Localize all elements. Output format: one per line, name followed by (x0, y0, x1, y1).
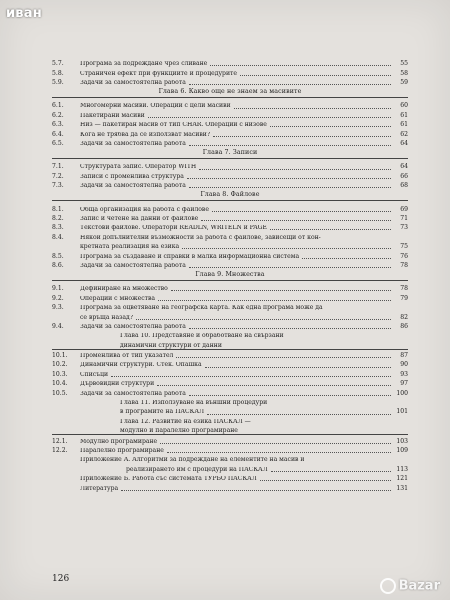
page-ref: 97 (400, 380, 408, 388)
toc-entry (52, 482, 408, 491)
toc-entry (52, 435, 408, 444)
dot-leader (136, 318, 391, 320)
watermark-label: иван (6, 6, 42, 21)
page-ref: 69 (400, 205, 408, 213)
entry-title: динамични структури от данни (120, 342, 222, 349)
page-ref: 78 (400, 285, 408, 293)
page-ref: 71 (400, 214, 408, 222)
chapter-heading (52, 397, 408, 406)
page-ref: 61 (400, 121, 408, 129)
page-ref: 76 (400, 252, 408, 260)
entry-title: Дървовидни структури (80, 381, 155, 388)
entry-title: Задачи за самостоятелна работа (80, 323, 186, 330)
page-ref: 87 (400, 352, 408, 360)
toc-entry (52, 171, 408, 180)
entry-number: 10.2. (52, 361, 68, 369)
page-ref: 64 (400, 140, 408, 148)
toc-entry (52, 222, 408, 231)
dot-leader (271, 470, 391, 472)
toc-entry (52, 311, 408, 320)
dot-leader (234, 107, 391, 109)
dot-leader (270, 228, 391, 230)
entry-number: 6.5. (52, 140, 64, 148)
toc-entry (52, 250, 408, 259)
dot-leader (302, 257, 391, 259)
toc-entry (52, 119, 408, 128)
page-number: 126 (52, 574, 70, 584)
entry-title: Приложение Б. Работа със системата ТУРБО ПАСКАЛ (80, 476, 257, 483)
entry-title: Операции с множества (80, 295, 156, 302)
entry-title: Записи с променлива структура (80, 173, 184, 180)
toc-entry (52, 100, 408, 109)
entry-title: Страничен ефект при функциите и процедурите (80, 70, 237, 77)
entry-number: 5.9. (52, 79, 64, 87)
entry-title: Програма за подреждане чрез сливане (80, 61, 208, 68)
entry-number: 7.3. (52, 182, 64, 190)
entry-number: 8.6. (52, 261, 64, 269)
toc-entry (52, 387, 408, 396)
toc-entry (52, 321, 408, 330)
toc-entry (52, 67, 408, 76)
table-of-contents (52, 58, 408, 492)
entry-number: 7.1. (52, 163, 64, 171)
page-ref: 93 (400, 370, 408, 378)
dot-leader (189, 144, 391, 146)
chapter-heading (52, 425, 408, 435)
page-ref: 79 (400, 294, 408, 302)
page-ref: 62 (400, 130, 408, 138)
entry-title: Паралелно програмиране (80, 447, 164, 454)
dot-leader (157, 384, 391, 386)
entry-number: 9.4. (52, 322, 64, 330)
entry-number: 10.1. (52, 352, 68, 360)
entry-number: 10.5. (52, 389, 68, 397)
dot-leader (240, 74, 391, 76)
entry-title: Глава 10. Представяне и обработване на свързани (120, 333, 284, 340)
page-ref: 55 (400, 60, 408, 68)
page-ref: 90 (400, 361, 408, 369)
toc-entry (52, 231, 408, 240)
entry-title: Задачи за самостоятелна работа (80, 390, 186, 397)
toc-entry (52, 241, 408, 250)
page-ref: 109 (396, 446, 408, 454)
page-ref: 73 (400, 224, 408, 232)
entry-number: 8.4. (52, 233, 64, 241)
entry-number: 9.1. (52, 285, 64, 293)
entry-title: Низ — пакетиран масив от тип CHAR. Операции с низове (80, 122, 267, 129)
entry-number: 5.8. (52, 69, 64, 77)
toc-entry (52, 203, 408, 212)
page-ref: 100 (396, 389, 408, 397)
dot-leader (189, 186, 391, 188)
toc-entry (52, 454, 408, 463)
entry-number: 9.2. (52, 294, 64, 302)
watermark-stamp: Bazar (380, 578, 440, 594)
entry-title: Задачи за самостоятелна работа (80, 80, 186, 87)
entry-title: Обща организация на работа с файлове (80, 206, 209, 213)
page-ref: 66 (400, 172, 408, 180)
dot-leader (176, 356, 391, 358)
entry-title: Списъци (80, 371, 109, 378)
toc-entry (52, 138, 408, 147)
chapter-heading: Глава 8. Файлове (52, 189, 408, 201)
dot-leader (199, 168, 391, 170)
entry-number: 8.3. (52, 224, 64, 232)
toc-entry (52, 180, 408, 189)
entry-title: Модулно програмиране (80, 438, 158, 445)
dot-leader (189, 394, 391, 396)
dot-leader (158, 299, 391, 301)
dot-leader (270, 125, 391, 127)
dot-leader (111, 375, 391, 377)
dot-leader (121, 489, 391, 491)
page-ref: 78 (400, 261, 408, 269)
dot-leader (160, 442, 391, 444)
entry-number: 8.1. (52, 205, 64, 213)
entry-title: Програма за създаване и справки в малка информационна система (80, 253, 300, 260)
dot-leader (171, 289, 391, 291)
entry-title: Дефиниране на множество (80, 286, 168, 293)
entry-title: Текстови файлове. Оператори READLN, WRITELN и PAGE (80, 225, 267, 232)
entry-number: 6.3. (52, 121, 64, 129)
entry-number: 10.3. (52, 370, 68, 378)
toc-entry (52, 58, 408, 67)
page-ref: 103 (396, 437, 408, 445)
toc-entry (52, 463, 408, 472)
toc-entry (52, 213, 408, 222)
page-ref: 113 (396, 465, 408, 473)
entry-title: кретната реализация на езика (80, 244, 180, 251)
dot-leader (207, 413, 391, 415)
dot-leader (167, 451, 391, 453)
toc-entry (52, 128, 408, 137)
entry-title: модулно и паралелно програмиране (120, 428, 238, 435)
entry-title: Структурата запис. Оператор WITH (80, 164, 197, 171)
entry-title: Многомерни масиви. Операции с цели масиви (80, 103, 231, 110)
chapter-heading (52, 339, 408, 349)
entry-title: Задачи за самостоятелна работа (80, 141, 186, 148)
dot-leader (187, 177, 391, 179)
entry-title: Задачи за самостоятелна работа (80, 183, 186, 190)
page-ref: 61 (400, 111, 408, 119)
entry-title: Променлива от тип указател (80, 353, 174, 360)
toc-entry (52, 292, 408, 301)
page-ref: 58 (400, 69, 408, 77)
entry-number: 7.2. (52, 172, 64, 180)
toc-entry (52, 350, 408, 359)
page-ref: 75 (400, 243, 408, 251)
dot-leader (182, 247, 391, 249)
toc-entry (52, 359, 408, 368)
toc-entry (52, 378, 408, 387)
dot-leader (189, 83, 391, 85)
page-ref: 121 (396, 475, 408, 483)
entry-number: 10.4. (52, 380, 68, 388)
page-ref: 59 (400, 79, 408, 87)
entry-title: Задачи за самостоятелна работа (80, 262, 186, 269)
page-ref: 101 (396, 408, 408, 416)
entry-title: Литература (80, 485, 119, 492)
entry-title: в програмите на ПАСКАЛ (120, 409, 205, 416)
entry-number: 12.1. (52, 437, 68, 445)
entry-title: се връща назад? (80, 314, 134, 321)
entry-number: 12.2. (52, 446, 68, 454)
page-ref: 131 (396, 484, 408, 492)
dot-leader (189, 266, 391, 268)
toc-entry (52, 283, 408, 292)
dot-leader (205, 366, 391, 368)
entry-title: Запис и четене на данни от файлове (80, 215, 199, 222)
toc-entry (52, 77, 408, 86)
entry-title: Глава 12. Развитие на езика ПАСКАЛ — (120, 418, 251, 425)
entry-number: 8.5. (52, 252, 64, 260)
page-ref: 60 (400, 102, 408, 110)
entry-title: Динамични структури. Стек. Опашка (80, 362, 202, 369)
toc-entry (52, 110, 408, 119)
dot-leader (260, 479, 391, 481)
toc-entry (52, 161, 408, 170)
chapter-heading (52, 416, 408, 425)
page-ref: 68 (400, 182, 408, 190)
entry-number: 5.7. (52, 60, 64, 68)
dot-leader (212, 210, 391, 212)
dot-leader (148, 116, 391, 118)
page-ref: 82 (400, 313, 408, 321)
entry-title: Програма за оцветяване на географска карта. Как една програма може да (80, 305, 323, 312)
entry-number: 9.3. (52, 304, 64, 312)
chapter-heading: Глава 9. Множества (52, 269, 408, 281)
chapter-heading (52, 330, 408, 339)
entry-title: Глава 11. Използуване на външни процедури (120, 400, 268, 407)
entry-title: Пакетирани масиви (80, 112, 145, 119)
chapter-heading: Глава 7. Записи (52, 147, 408, 159)
toc-entry (52, 369, 408, 378)
bazar-logo-icon (380, 578, 396, 594)
dot-leader (210, 64, 391, 66)
dot-leader (189, 327, 391, 329)
dot-leader (201, 219, 391, 221)
entry-number: 8.2. (52, 214, 64, 222)
entry-title: реализирането им с процедури на ПАСКАЛ (126, 466, 268, 473)
page-ref: 86 (400, 322, 408, 330)
page-ref: 64 (400, 163, 408, 171)
dot-leader (213, 135, 391, 137)
entry-number: 6.1. (52, 102, 64, 110)
toc-entry (52, 406, 408, 415)
entry-title: Приложение А. Алгоритми за подреждане на елементите на масив и (80, 457, 305, 464)
entry-number: 6.4. (52, 130, 64, 138)
entry-title: Някои допълнителни възможности за работа с файлове, зависещи от кон- (80, 234, 321, 241)
entry-title: Кога не трябва да се използват масиви? (80, 131, 211, 138)
toc-entry (52, 445, 408, 454)
toc-entry (52, 260, 408, 269)
toc-entry (52, 302, 408, 311)
chapter-heading: Глава 6. Какво още не знаем за масивите (52, 86, 408, 98)
entry-number: 6.2. (52, 111, 64, 119)
toc-entry (52, 473, 408, 482)
